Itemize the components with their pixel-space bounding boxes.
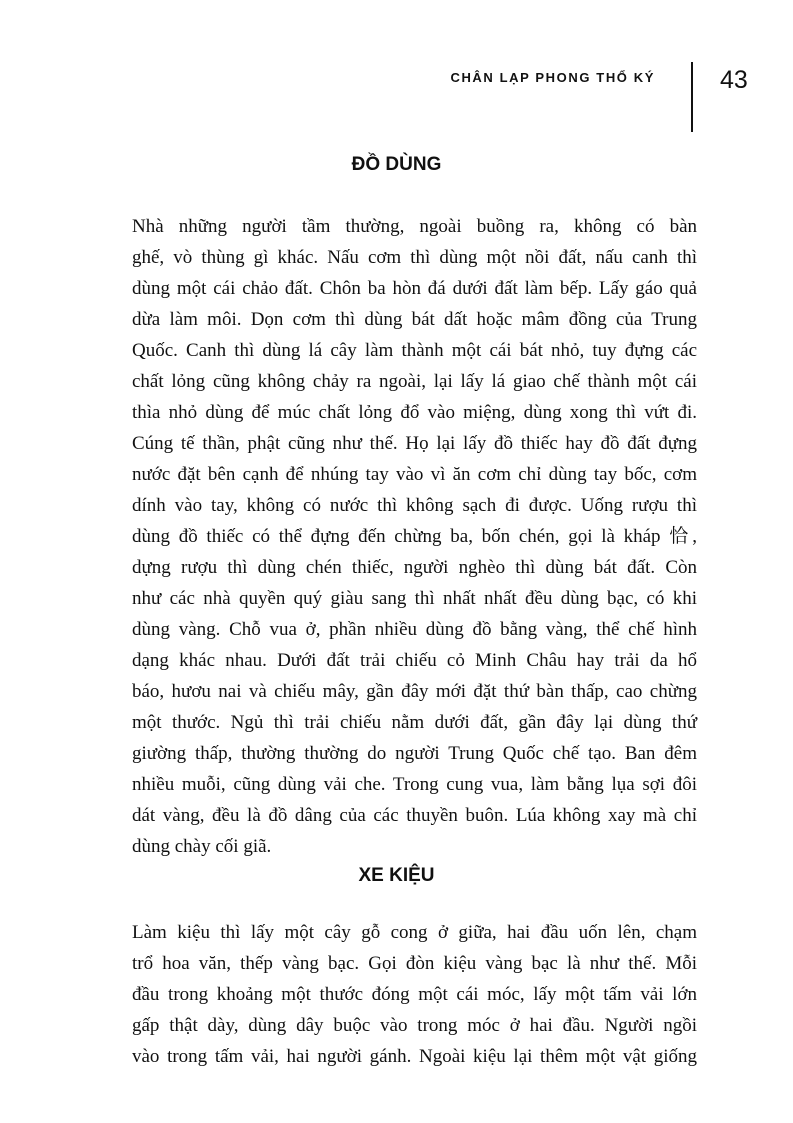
section-body-xe-kieu [132, 917, 697, 1072]
text-line: chất lỏng cũng không chảy ra ngoài, lại lấy lá giao chế thành một cái [132, 371, 697, 392]
text-line: như các nhà quyền quý giàu sang thì nhất nhất đều dùng bạc, có khi [132, 588, 697, 609]
text-line: trổ hoa văn, thếp vàng bạc. Gọi đòn kiệu vàng bạc là như thế. Mỗi [132, 953, 697, 974]
text-line: dừa làm môi. Dọn cơm thì dùng bát dất hoặc mâm đồng của Trung [132, 309, 697, 330]
text-line: một thước. Ngủ thì trải chiếu nằm dưới đất, gần đây lại dùng thứ [132, 712, 697, 733]
text-line: ghế, vò thùng gì khác. Nấu cơm thì dùng một nồi đất, nấu canh thì [132, 247, 697, 268]
text-line: dùng một cái chảo đất. Chôn ba hòn đá dưới đất làm bếp. Lấy gáo quả [132, 278, 697, 299]
text-line: Làm kiệu thì lấy một cây gỗ cong ở giữa, hai đầu uốn lên, chạm [132, 922, 697, 943]
text-line: nước đặt bên cạnh để nhúng tay vào vì ăn cơm chỉ dùng tay bốc, cơm [132, 464, 697, 485]
text-line: Quốc. Canh thì dùng lá cây làm thành một cái bát nhỏ, tuy đựng các [132, 340, 697, 361]
text-line: dùng vàng. Chỗ vua ở, phần nhiều dùng đồ bằng vàng, thể chế hình [132, 619, 697, 640]
running-header-title: CHÂN LẠP PHONG THỔ KÝ [450, 70, 655, 85]
text-line: Cúng tế thần, phật cũng như thế. Họ lại lấy đồ thiếc hay đồ đất đựng [132, 433, 697, 454]
header-vertical-rule [691, 62, 693, 132]
text-line: giường thấp, thường thường do người Trung Quốc chế tạo. Ban đêm [132, 743, 697, 764]
text-line: vào trong tấm vải, hai người gánh. Ngoài kiệu lại thêm một vật giống [132, 1046, 697, 1067]
section-title-do-dung: ĐỒ DÙNG [351, 154, 442, 175]
section-title-xe-kieu: XE KIỆU [358, 865, 435, 886]
text-line: dựng rượu thì dùng chén thiếc, người nghèo thì dùng bát đất. Còn [132, 557, 697, 578]
text-line: dạng khác nhau. Dưới đất trải chiếu cỏ Minh Châu hay trải da hổ [132, 650, 697, 671]
text-line: dùng chày cối giã. [132, 836, 272, 857]
text-line: gấp thật dày, dùng dây buộc vào trong móc ở hai đầu. Người ngồi [132, 1015, 697, 1036]
text-line: dùng đồ thiếc có thể đựng đến chừng ba, bốn chén, gọi là kháp 恰, [132, 526, 697, 547]
text-line: đầu trong khoảng một thước đóng một cái móc, lấy một tấm vải lớn [132, 984, 697, 1005]
text-line: nhiều muỗi, cũng dùng vải che. Trong cung vua, làm bằng lụa sợi đôi [132, 774, 697, 795]
text-line: báo, hươu nai và chiếu mây, gần đây mới đặt thứ bàn thấp, cao chừng [132, 681, 697, 702]
text-line: dát vàng, đều là đồ dâng của các thuyền buôn. Lúa không xay mà chỉ [132, 805, 697, 826]
text-line: Nhà những người tầm thường, ngoài buồng ra, không có bàn [132, 216, 697, 237]
section-body-do-dung [132, 211, 697, 862]
text-line: dính vào tay, không có nước thì không sạch đi được. Uống rượu thì [132, 495, 697, 516]
text-line: thìa nhỏ dùng để múc chất lỏng đổ vào miệng, dùng xong thì vứt đi. [132, 402, 697, 423]
page-number: 43 [720, 66, 748, 94]
